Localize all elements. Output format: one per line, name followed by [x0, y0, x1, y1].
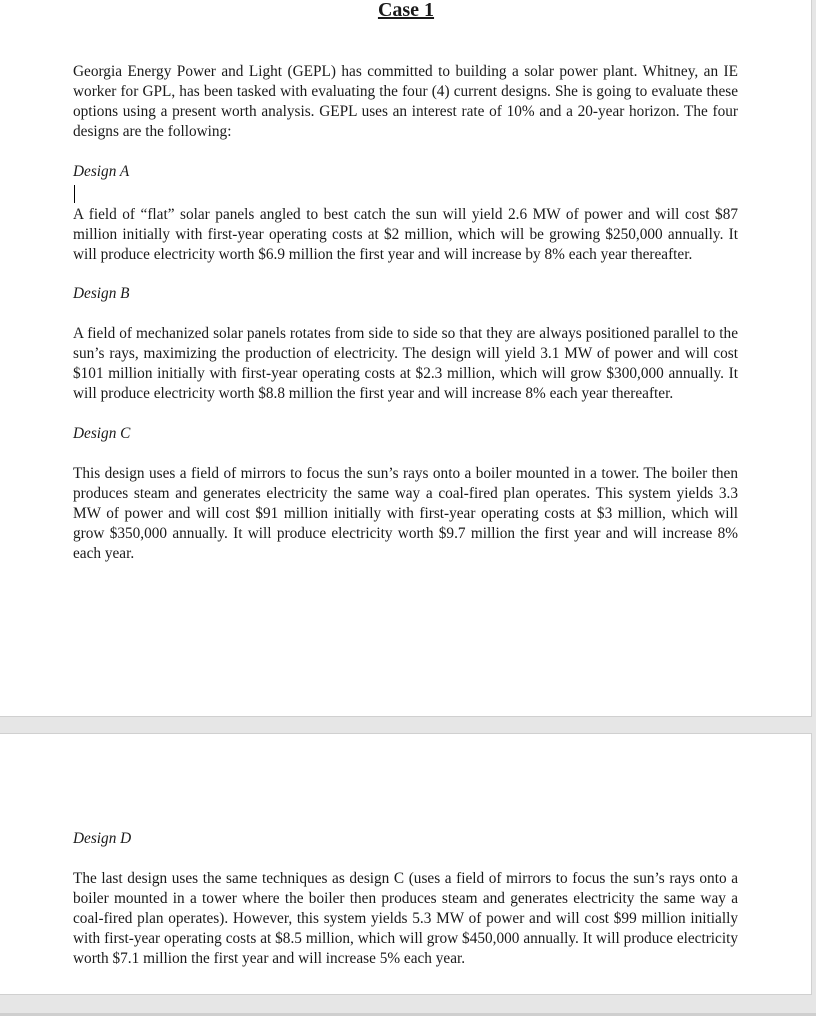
design-c-body: This design uses a field of mirrors to focus the sun’s rays onto a boiler mounted in a tower. The boiler then produces steam and generates electricity the same way a coal-fired plan operates. This system yields 3.3 MW of power and will cost $91 million initially with first-year operating costs at $3 million, which will grow $350,000 annually. It will produce electricity worth $9.7 million the first year and will increase 8% each year. — [73, 465, 738, 562]
design-a-heading: Design A — [73, 163, 130, 180]
design-a-body: A field of “flat” solar panels angled to best catch the sun will yield 2.6 MW of power and will cost $87 million initially with first-year operating costs at $2 million, which will be growing $250,000 annually. It will produce electricity worth $6.9 million the first year and will increase by 8% each year thereafter. — [73, 206, 738, 263]
design-c-heading: Design C — [73, 425, 131, 442]
design-d-body: The last design uses the same techniques as design C (uses a field of mirrors to focus the sun’s rays onto a boiler mounted in a tower where the boiler then produces steam and generates electricity the same way a coal-fired plan operates). However, this system yields 5.3 MW of power and will cost $99 million initially with first-year operating costs at $8.5 million, which will grow $450,000 annually. It will produce electricity worth $7.1 million the first year and will increase 5% each year. — [73, 870, 738, 967]
design-b-heading: Design B — [73, 285, 130, 302]
page-2-body[interactable] — [73, 829, 738, 969]
intro-paragraph: Georgia Energy Power and Light (GEPL) has committed to building a solar power plant. Whitney, an IE worker for GPL, has been tasked with evaluating the four (4) current designs. She is going to evaluate these options using a present worth analysis. GEPL uses an interest rate of 10% and a 20-year horizon. The four designs are the following: — [73, 63, 738, 140]
page-1-body[interactable] — [73, 62, 738, 564]
document-page-2[interactable] — [0, 733, 812, 995]
design-d-heading: Design D — [73, 830, 132, 847]
text-cursor — [74, 185, 75, 203]
case-title: Case 1 — [377, 0, 435, 21]
design-b-body: A field of mechanized solar panels rotates from side to side so that they are always positioned parallel to the sun’s rays, maximizing the production of electricity. The design will yield 3.1 MW of power and will cost $101 million initially with first-year operating costs at $2.3 million, which will grow $300,000 annually. It will produce electricity worth $8.8 million the first year and will increase 8% each year thereafter. — [73, 325, 738, 402]
